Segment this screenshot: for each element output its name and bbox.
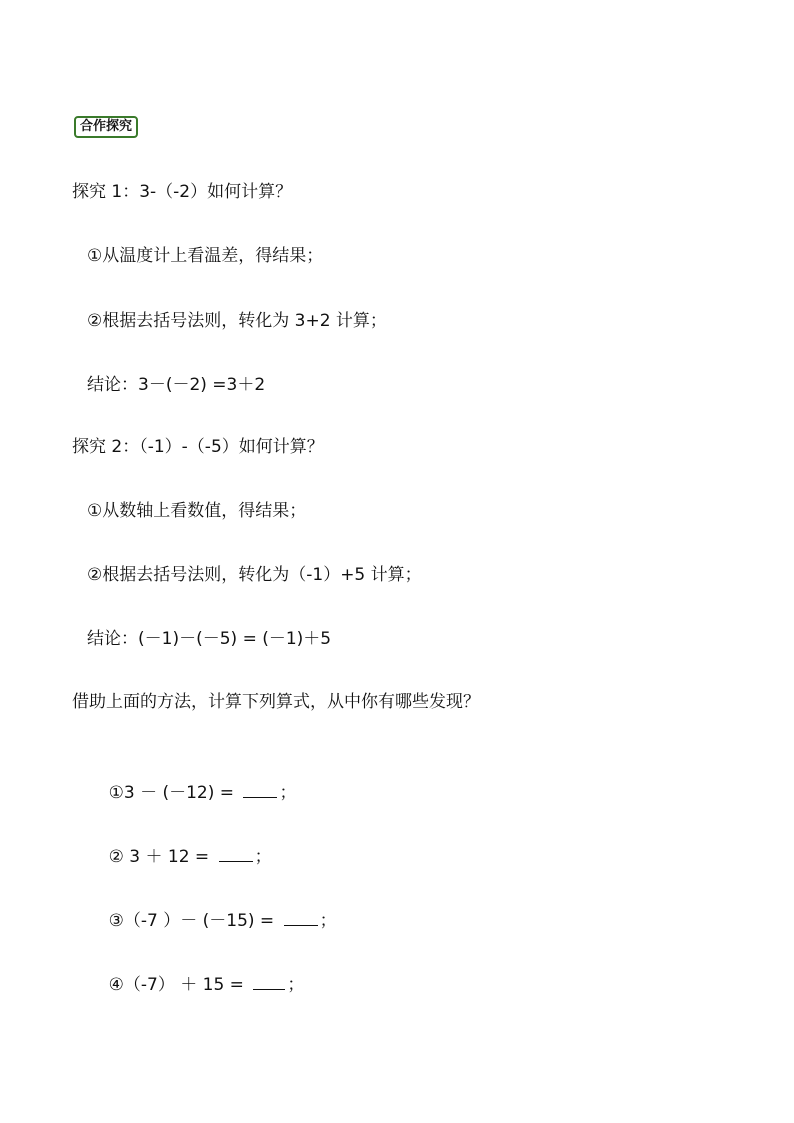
explore-1-step-1: ①从温度计上看温差，得结果； bbox=[87, 246, 324, 266]
explore-2-step-2: ②根据去括号法则，转化为（-1）+5 计算； bbox=[87, 565, 422, 585]
section-badge: 合作探究 bbox=[74, 116, 138, 138]
practice-expression: ④（-7） ＋ 15 = bbox=[108, 975, 250, 995]
practice-end-mark: ； bbox=[287, 975, 305, 995]
practice-item bbox=[87, 949, 304, 1018]
explore-1-conclusion: 结论：3－(－2) =3＋2 bbox=[87, 375, 266, 395]
explore-2-title: 探究 2：（-1）-（-5）如何计算？ bbox=[72, 437, 324, 457]
answer-blank[interactable] bbox=[219, 843, 253, 862]
explore-2-conclusion: 结论：(－1)－(－5) = (－1)＋5 bbox=[87, 629, 332, 649]
practice-end-mark: ； bbox=[319, 911, 337, 931]
answer-blank[interactable] bbox=[243, 779, 277, 798]
practice-item bbox=[87, 757, 296, 826]
answer-blank[interactable] bbox=[284, 907, 318, 926]
practice-expression: ③（-7 ）－ (－15) = bbox=[108, 911, 280, 931]
explore-1-step-2: ②根据去括号法则，转化为 3+2 计算； bbox=[87, 311, 387, 331]
practice-item bbox=[87, 885, 337, 954]
explore-1-title: 探究 1：3-（-2）如何计算？ bbox=[72, 182, 293, 202]
practice-expression: ①3 － (－12) = bbox=[108, 783, 240, 803]
practice-end-mark: ； bbox=[279, 783, 297, 803]
practice-prompt: 借助上面的方法，计算下列算式，从中你有哪些发现？ bbox=[72, 692, 480, 712]
practice-expression: ② 3 ＋ 12 = bbox=[108, 847, 215, 867]
explore-2-step-1: ①从数轴上看数值，得结果； bbox=[87, 501, 307, 521]
answer-blank[interactable] bbox=[253, 971, 285, 990]
practice-end-mark: ； bbox=[254, 847, 272, 867]
practice-item bbox=[87, 821, 272, 890]
